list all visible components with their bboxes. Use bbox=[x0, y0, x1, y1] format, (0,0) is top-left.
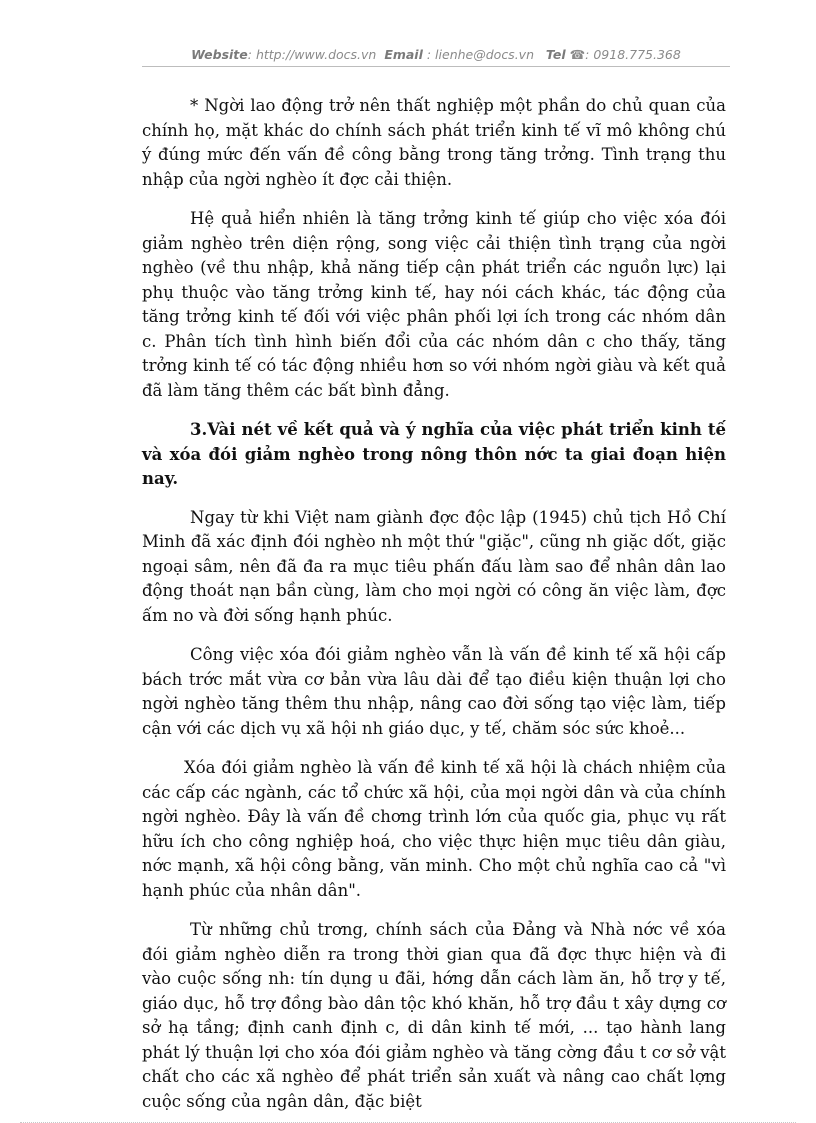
website-value[interactable]: : http://www.docs.vn bbox=[247, 47, 377, 62]
paragraph-policies: Từ những chủ trơng, chính sách của Đảng và Nhà nớc về xóa đói giảm nghèo diễn ra trong thời gian qua đã đợc thực hiện và đi vào cuộc sống nh: tín dụng u đãi, hớng dẫn cách làm ăn, hỗ trợ y tế, giáo dục, hỗ trợ đồng bào dân tộc khó khăn, hỗ trợ đầu t xây dựng cơ sở hạ tầng; định canh định c, di dân kinh tế mới, ... tạo hành lang phát lý thuận lợi cho xóa đói giảm nghèo và tăng cờng đầu t cơ sở vật chất cho các xã nghèo để phát triển sản xuất và nâng cao chất lợng cuộc sống của ngân dân, đặc biệt bbox=[142, 920, 726, 1111]
tel-label: Tel bbox=[545, 47, 566, 62]
section-heading: 3.Vài nét về kết quả và ý nghĩa của việc phát triển kinh tế và xóa đói giảm nghèo trong nông thôn nớc ta giai đoạn hiện nay. bbox=[142, 420, 726, 488]
header-divider bbox=[142, 66, 730, 67]
tel-value: ☎: 0918.775.368 bbox=[569, 47, 681, 62]
page-header bbox=[142, 47, 730, 62]
paragraph-growth-consequence: Hệ quả hiển nhiên là tăng trởng kinh tế giúp cho việc xóa đói giảm nghèo trên diện rộng, song việc cải thiện tình trạng của ngời nghèo (về thu nhập, khả năng tiếp cận phát triển các nguồn lực) lại phụ thuộc vào tăng trởng kinh tế, hay nói cách khác, tác động của tăng trởng kinh tế đối với việc phân phối lợi ích trong các nhóm dân c. Phân tích tình hình biến đổi của các nhóm dân c cho thấy, tăng trởng kinh tế có tác động nhiều hơn so với nhóm ngời giàu và kết quả đã làm tăng thêm các bất bình đẳng. bbox=[142, 209, 726, 400]
paragraph-unemployment: * Ngời lao động trở nên thất nghiệp một phần do chủ quan của chính họ, mặt khác do chính sách phát triển kinh tế vĩ mô không chú ý đúng mức đến vấn đề công bằng trong tăng trởng. Tình trạng thu nhập của ngời nghèo ít đợc cải thiện. bbox=[142, 96, 726, 189]
paragraph-responsibility: Xóa đói giảm nghèo là vấn đề kinh tế xã hội là chách nhiệm của các cấp các ngành, các tổ chức xã hội, của mọi ngời dân và của chính ngời nghèo. Đây là vấn đề chơng trình lớn của quốc gia, phục vụ rất hữu ích cho công nghiệp hoá, cho việc thực hiện mục tiêu dân giàu, nớc mạnh, xã hội công bằng, văn minh. Cho một chủ nghĩa cao cả "vì hạnh phúc của nhân dân". bbox=[142, 758, 726, 900]
email-value[interactable]: : lienhe@docs.vn bbox=[426, 47, 534, 62]
email-label: Email bbox=[384, 47, 423, 62]
document-body bbox=[142, 94, 726, 1114]
website-label: Website bbox=[191, 47, 248, 62]
paragraph-poverty-work: Công việc xóa đói giảm nghèo vẫn là vấn đề kinh tế xã hội cấp bách trớc mắt vừa cơ bản vừa lâu dài để tạo điều kiện thuận lợi cho ngời nghèo tăng thêm thu nhập, nâng cao đời sống tạo việc làm, tiếp cận với các dịch vụ xã hội nh giáo dục, y tế, chăm sóc sức khoẻ... bbox=[142, 645, 726, 738]
paragraph-ho-chi-minh: Ngay từ khi Việt nam giành đợc độc lập (1945) chủ tịch Hồ Chí Minh đã xác định đói nghèo nh một thứ "giặc", cũng nh giặc dốt, giặc ngoại sâm, nên đã đa ra mục tiêu phấn đấu làm sao để nhân dân lao động thoát nạn bần cùng, làm cho mọi ngời có công ăn việc làm, đợc ấm no và đời sống hạnh phúc. bbox=[142, 507, 726, 625]
